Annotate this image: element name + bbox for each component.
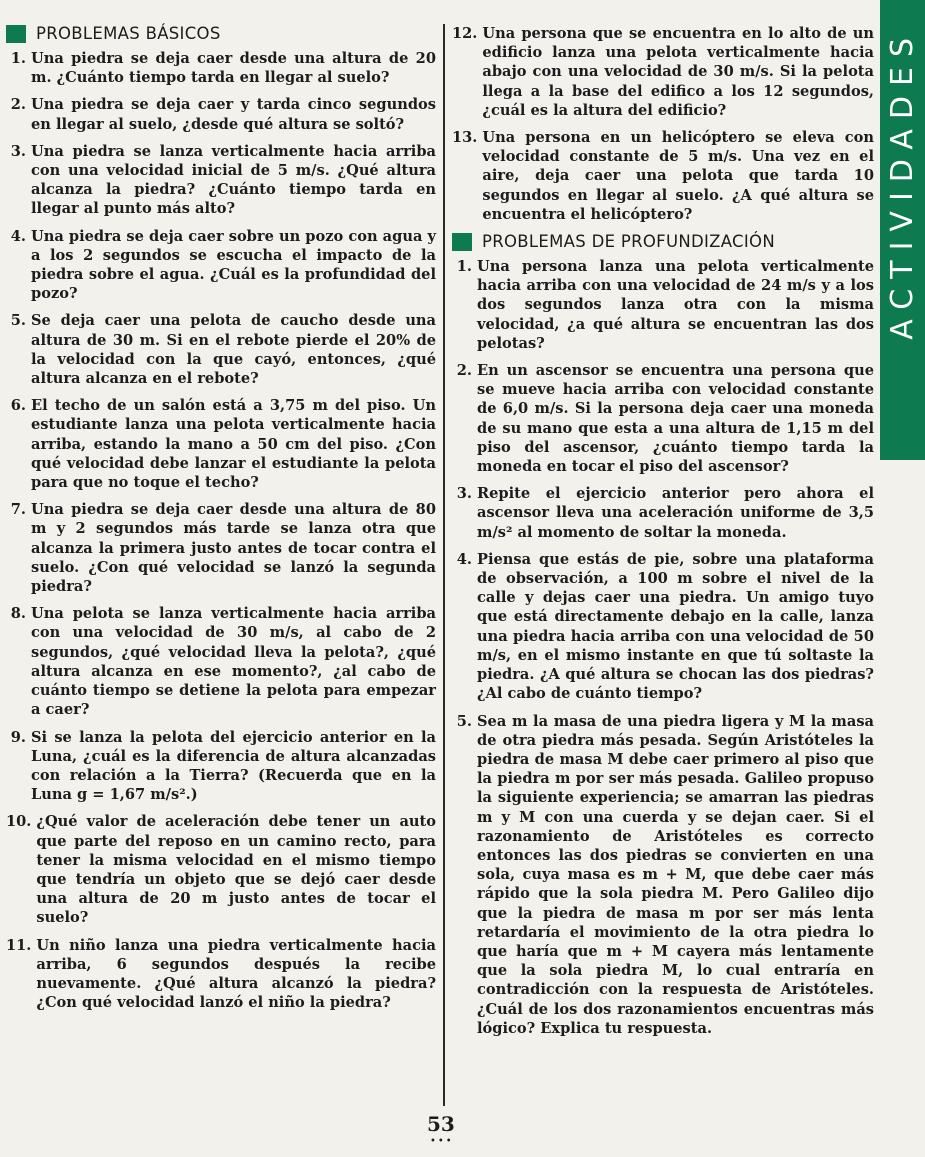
problem-number: 1. (456, 258, 472, 276)
problem-number: 5. (10, 312, 26, 330)
problem-text: ¿Qué valor de aceleración debe tener un auto que parte del reposo en un camino recto, para tener la misma velocidad en el mismo tiempo que tendría un objeto que se dejó caer desde una altura de 20 m justo antes de tocar el suelo? (36, 813, 436, 927)
activities-sidebar (880, 0, 925, 460)
basic-problem (6, 227, 436, 304)
problem-text: Una piedra se deja caer sobre un pozo con agua y a los 2 segundos se escucha el impacto de la piedra sobre el agua. ¿Cuál es la profundidad del pozo? (31, 227, 436, 303)
basic-problem (452, 24, 874, 120)
problem-number: 6. (10, 397, 26, 415)
basic-problem (6, 812, 436, 927)
advanced-problem (452, 361, 874, 476)
basic-problems-title: PROBLEMAS BÁSICOS (36, 24, 221, 43)
right-column (452, 24, 874, 1046)
sidebar-label: ACTIVIDADES (885, 28, 920, 340)
problem-number: 5. (456, 712, 472, 730)
basic-problem (452, 128, 874, 224)
page-number-dots: ••• (430, 1136, 454, 1147)
basic-problem (6, 604, 436, 719)
problem-text: En un ascensor se encuentra una persona que se mueve hacia arriba con velocidad constante de 6,0 m/s. Si la persona deja caer una moneda de su mano que esta a una altura de 1,15 m del piso del ascensor, ¿cuánto tiempo tarda la moneda en tocar el piso del ascensor? (477, 362, 874, 476)
problem-number: 9. (10, 728, 26, 746)
problem-text: Piensa que estás de pie, sobre una plataforma de observación, a 100 m sobre el nivel de la calle y dejas caer una piedra. Un amigo tuyo que está directamente debajo en la calle, lanza una piedra hacia arriba con una velocidad de 50 m/s, en el mismo instante en que tú soltaste la piedra. ¿A qué altura se chocan las dos piedras? ¿Al cabo de cuánto tiempo? (477, 550, 874, 703)
problem-text: Una persona en un helicóptero se eleva con velocidad constante de 5 m/s. Una vez en el aire, deja caer una pelota que tarda 10 segundos en llegar al suelo. ¿A qué altura se encuentra el helicóptero? (482, 129, 874, 223)
basic-problem (6, 500, 436, 596)
basic-problems-header (6, 24, 436, 43)
advanced-problem (452, 712, 874, 1038)
problem-text: Una pelota se lanza verticalmente hacia arriba con una velocidad de 30 m/s, al cabo de 2 segundos, ¿qué velocidad lleva la pelota?, ¿qué altura alcanza en ese momento?, ¿al cabo de cuánto tiempo se detiene la pelota para empezar a caer? (31, 605, 436, 719)
problem-text: Una piedra se lanza verticalmente hacia arriba con una velocidad inicial de 5 m/s. ¿Qué altura alcanza la piedra? ¿Cuánto tiempo tarda en llegar al punto más alto? (31, 142, 436, 218)
problem-number: 2. (456, 362, 472, 380)
basic-problem (6, 728, 436, 805)
basic-problem (6, 95, 436, 133)
advanced-problem (452, 484, 874, 542)
basic-problem (6, 396, 436, 492)
problem-number: 8. (10, 605, 26, 623)
problem-text: Una persona que se encuentra en lo alto de un edificio lanza una pelota verticalmente hacia abajo con una velocidad de 30 m/s. Si la pelota llega a la base del edifico a los 12 segundos, ¿cuál es la altura del edificio? (482, 25, 874, 119)
section-square-icon (6, 25, 26, 43)
problem-number: 2. (10, 96, 26, 114)
page-number: 53 (427, 1112, 455, 1136)
basic-problem (6, 142, 436, 219)
problem-text: Sea m la masa de una piedra ligera y M la masa de otra piedra más pesada. Según Aristóteles la piedra de masa M debe caer primero al piso que la piedra m por ser más pesada. Galileo propuso la siguiente experiencia; se amarran las piedras m y M con una cuerda y se dejan caer. Si el razonamiento de Aristóteles es correcto entonces las dos piedras se convierten en una sola, cuya masa es m + M, que debe caer más rápido que la sola piedra M. Pero Galileo dijo que la piedra de masa m por ser más lenta retardaría el movimiento de la otra piedra lo que haría que m + M cayera más lentamente que la sola piedra M, lo cual entraría en contradicción con la respuesta de Aristóteles. ¿Cuál de los dos razonamientos encuentras más lógico? Explica tu respuesta. (477, 712, 874, 1037)
problem-number: 4. (10, 227, 26, 245)
problem-text: Se deja caer una pelota de caucho desde una altura de 30 m. Si en el rebote pierde el 20% de la velocidad con la que cayó, entonces, ¿qué altura alcanza en el rebote? (31, 312, 436, 388)
advanced-problems-title: PROBLEMAS DE PROFUNDIZACIÓN (482, 232, 775, 252)
column-divider (443, 24, 445, 1106)
problem-text: Repite el ejercicio anterior pero ahora el ascensor lleva una aceleración uniforme de 3,5 m/s² al momento de soltar la moneda. (477, 485, 874, 541)
problem-number: 1. (10, 50, 26, 67)
advanced-problems-header (452, 232, 874, 251)
problem-text: El techo de un salón está a 3,75 m del piso. Un estudiante lanza una pelota verticalmente hacia arriba, estando la mano a 50 cm del piso. ¿Con qué velocidad debe lanzar el estudiante la pelota para que no toque el techo? (31, 397, 436, 492)
problem-text: Un niño lanza una piedra verticalmente hacia arriba, 6 segundos después la recibe nuevamente. ¿Qué altura alcanzó la piedra? ¿Con qué velocidad lanzó el niño la piedra? (36, 936, 436, 1012)
problem-number: 7. (10, 501, 26, 519)
problem-number: 10. (6, 813, 32, 831)
basic-problem (6, 936, 436, 1013)
problem-text: Una piedra se deja caer desde una altura de 80 m y 2 segundos más tarde se lanza otra que alcanza la primera justo antes de tocar contra el suelo. ¿Con qué velocidad se lanzó la segunda piedra? (31, 501, 436, 596)
basic-problem (6, 311, 436, 388)
advanced-problem (452, 257, 874, 353)
problem-number: 3. (456, 485, 472, 503)
section-square-icon (452, 233, 472, 251)
problem-text: Una persona lanza una pelota verticalmente hacia arriba con una velocidad de 24 m/s y a los dos segundos lanza otra con la misma velocidad, ¿a qué altura se encuentran las dos pelotas? (477, 258, 874, 352)
problem-text: Una piedra se deja caer desde una altura de 20 m. ¿Cuánto tiempo tarda en llegar al suelo? (31, 50, 436, 87)
problem-text: Una piedra se deja caer y tarda cinco segundos en llegar al suelo, ¿desde qué altura se soltó? (31, 96, 436, 133)
problem-number: 11. (6, 936, 32, 954)
problem-number: 12. (452, 25, 478, 42)
basic-problem (6, 49, 436, 87)
left-column (6, 24, 436, 1020)
problem-text: Si se lanza la pelota del ejercicio anterior en la Luna, ¿cuál es la diferencia de altura alcanzadas con relación a la Tierra? (Recuerda que en la Luna g = 1,67 m/s².) (31, 728, 436, 804)
advanced-problem (452, 550, 874, 704)
problem-number: 13. (452, 129, 478, 147)
problem-number: 3. (10, 142, 26, 160)
problem-number: 4. (456, 550, 472, 568)
